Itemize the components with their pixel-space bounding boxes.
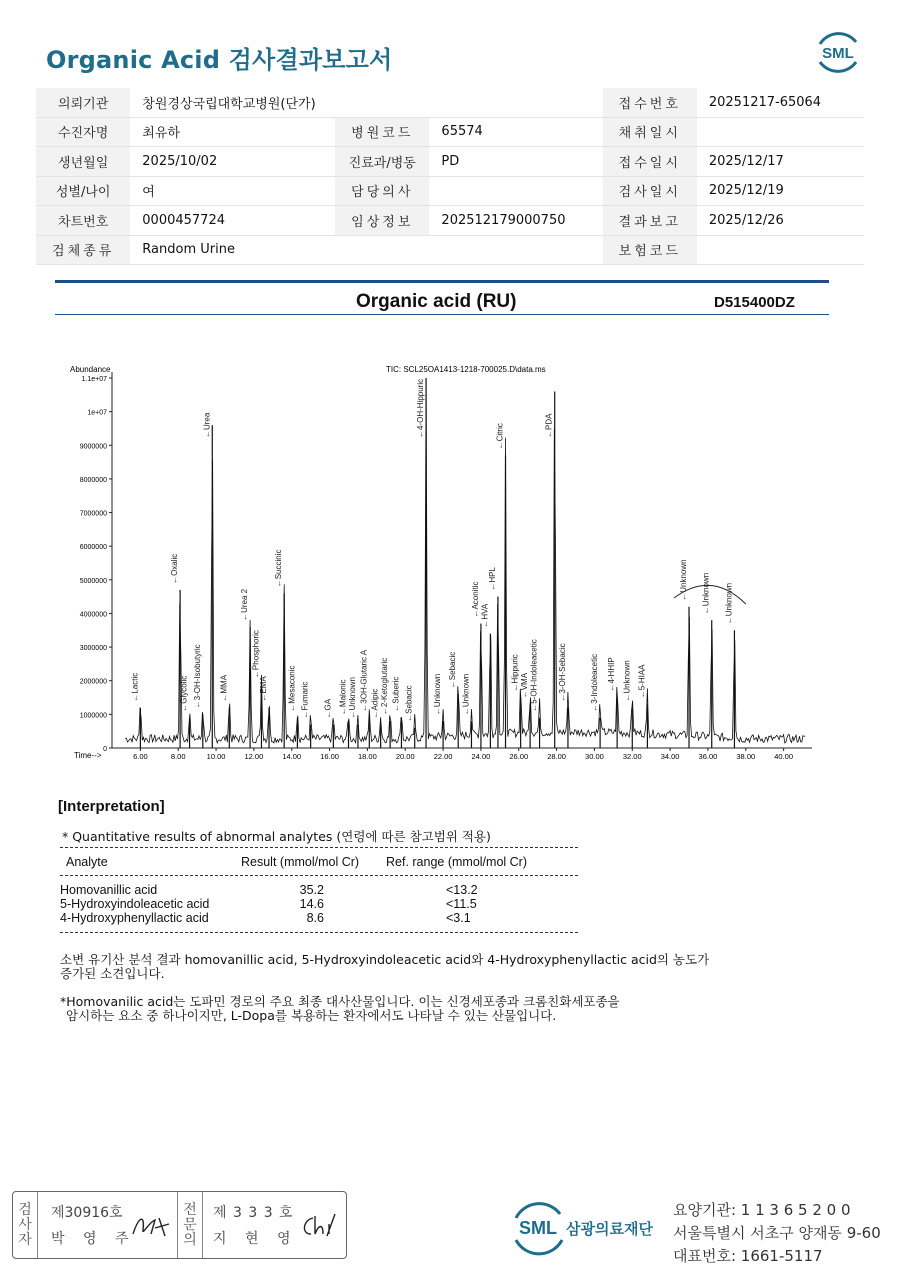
info-label: 수진자명: [36, 117, 130, 147]
care-code: 요양기관: 1 1 3 6 5 2 0 0: [673, 1201, 851, 1219]
peak-label: ←Urea 2: [240, 588, 250, 621]
info-value: 202512179000750: [429, 206, 602, 236]
info-value: 2025/12/26: [697, 206, 864, 236]
x-tick-label: 20.00: [395, 752, 415, 761]
table-divider: [60, 932, 578, 933]
info-value: 2025/12/19: [697, 176, 864, 206]
info-value: 65574: [429, 117, 602, 147]
info-value: 창원경상국립대학교병원(단가): [130, 88, 602, 117]
chromatogram-svg: [56, 360, 816, 768]
y-axis-label: Abundance: [70, 365, 111, 374]
quantitative-note: * Quantitative results of abnormal analytes (연령에 따른 참고범위 적용): [62, 829, 491, 844]
section-code: D515400DZ: [714, 294, 795, 311]
y-tick-label: 8000000: [79, 476, 107, 484]
info-label: 성별/나이: [36, 176, 130, 206]
table-divider: [60, 875, 578, 876]
peak-label: ←5-HIAA: [637, 664, 647, 699]
peak-label: ←Fumaric: [300, 681, 310, 719]
x-tick-label: 30.00: [585, 752, 604, 761]
info-value: PD: [429, 147, 602, 177]
info-value: 0000457724: [130, 206, 335, 236]
info-value: [697, 117, 864, 147]
y-tick-label: 2000000: [79, 678, 107, 686]
y-tick-label: 9000000: [79, 443, 107, 451]
info-label: 결과보고: [603, 206, 697, 236]
peak-label: ←Unknown: [679, 559, 689, 601]
x-tick-label: 24.00: [471, 752, 491, 761]
expert-label: 전문의: [177, 1192, 203, 1258]
peak-label: ←Unknown: [433, 673, 443, 716]
x-tick-label: 8.00: [170, 752, 186, 761]
sml-logo: [812, 26, 864, 78]
info-value: [697, 235, 864, 265]
x-tick-label: 6.00: [133, 752, 148, 761]
x-tick-label: 36.00: [698, 752, 718, 761]
peak-label: ←HPL: [487, 567, 497, 591]
section-rule-top: [55, 280, 829, 283]
y-tick-label: 3000000: [79, 645, 107, 653]
peak-label: ←Mesaconic: [287, 665, 297, 712]
peak-label: ←GA: [323, 698, 333, 719]
expert-license: 제 3 3 3 호: [213, 1205, 294, 1221]
x-tick-label: 14.00: [282, 752, 302, 761]
y-tick-label: 1e+07: [87, 409, 107, 417]
info-row: [36, 206, 864, 236]
peak-label: ←3-OH-Isobutyric: [192, 644, 202, 709]
y-tick-label: 4000000: [79, 611, 107, 619]
result-ref: <3.1: [446, 911, 471, 925]
info-value: 20251217-65064: [697, 88, 864, 117]
org-logo: [510, 1196, 670, 1258]
info-label: 담당의사: [335, 176, 429, 206]
peak-label: ←Malonic: [338, 679, 348, 716]
info-label: 진료과/병동: [335, 147, 429, 177]
result-result: 35.2: [299, 883, 324, 897]
peak-label: ←PDA: [544, 413, 554, 438]
org-logo-text: SML: [519, 1218, 557, 1238]
x-tick-label: 38.00: [736, 752, 756, 761]
info-row: [36, 235, 864, 265]
peak-label: ←Sebacic: [404, 685, 414, 722]
info-value: Random Urine: [130, 235, 602, 265]
summary-line: 소변 유기산 분석 결과 homovanillic acid, 5-Hydroxyindoleacetic acid와 4-Hydroxyphenyllactic acid의 농도가: [60, 952, 710, 967]
inspector-signature-icon: [129, 1210, 179, 1240]
inspector-license: 제30916호: [51, 1205, 123, 1221]
peak-label: ←VMA: [520, 672, 530, 699]
peak-label: ←Suberic: [391, 676, 401, 712]
y-tick-label: 1000000: [79, 712, 107, 720]
chart-title: TIC: SCL25OA1413-1218-700025.D\data.ms: [386, 365, 546, 374]
signature-box: [12, 1191, 347, 1259]
col-analyte: Analyte: [66, 855, 108, 869]
section-title: Organic acid (RU): [356, 291, 517, 312]
x-tick-label: 12.00: [244, 752, 264, 761]
peak-label: ←Citric: [495, 423, 505, 450]
peak-label: ←Urea: [202, 412, 212, 438]
peak-label: ←3OH-Glutaric A: [359, 649, 369, 712]
info-row: [36, 117, 864, 147]
x-tick-label: 40.00: [774, 752, 794, 761]
peak-label: ←4-HHIP: [607, 657, 617, 692]
info-value: [429, 176, 602, 206]
info-label: 접수번호: [603, 88, 697, 117]
x-tick-label: 10.00: [206, 752, 226, 761]
info-value: 2025/10/02: [130, 147, 335, 177]
info-value: 최유하: [130, 117, 335, 147]
chromatogram: [56, 360, 816, 768]
logo-text: SML: [822, 45, 854, 62]
section-rule-bottom: [55, 314, 829, 315]
peak-label: ←Phosphoric: [251, 630, 261, 679]
info-label: 검체종류: [36, 235, 130, 265]
peak-label: ←Hippuric: [510, 654, 520, 692]
result-result: 14.6: [299, 897, 324, 911]
peak-label: ←HVA: [480, 603, 490, 628]
result-analyte: Homovanillic acid: [60, 883, 158, 897]
y-tick-label: 1.1e+07: [81, 376, 107, 383]
table-divider: [60, 847, 578, 848]
info-label: 임상정보: [335, 206, 429, 236]
org-name: 삼광의료재단: [566, 1220, 653, 1238]
x-tick-label: 26.00: [509, 752, 529, 761]
x-tick-label: 34.00: [660, 752, 680, 761]
x-tick-label: 22.00: [433, 752, 453, 761]
peak-label: ←3-Indoleacetic: [590, 653, 600, 712]
info-row: [36, 88, 864, 117]
info-label: 의뢰기관: [36, 88, 130, 117]
result-ref: <13.2: [446, 883, 478, 897]
col-result: Result (mmol/mol Cr): [241, 855, 360, 869]
info-label: 병원코드: [335, 117, 429, 147]
peak-label: ←Unknown: [724, 582, 734, 625]
info-label: 보험코드: [603, 235, 697, 265]
info-label: 생년월일: [36, 147, 130, 177]
info-label: 검사일시: [603, 176, 697, 206]
peak-label: ←Oxalic: [170, 553, 180, 584]
peak-label: ←Unknown: [347, 677, 357, 719]
peak-label: ←Aconitic: [470, 581, 480, 618]
x-axis-label: Time-->: [74, 751, 102, 760]
peak-label: ←Unknown: [461, 673, 471, 716]
peak-label: ←EMA: [259, 676, 269, 702]
x-tick-label: 18.00: [358, 752, 377, 761]
result-analyte: 4-Hydroxyphenyllactic acid: [60, 911, 209, 925]
info-label: 접수일시: [603, 147, 697, 177]
peak-label: ←Adipic: [370, 688, 380, 719]
peak-label: ←Succinic: [274, 549, 284, 588]
y-tick-label: 7000000: [79, 510, 107, 518]
info-label: 채취일시: [603, 117, 697, 147]
org-arc-icon: [516, 1204, 560, 1218]
peak-label: ←3-OH-Sebacic: [557, 643, 567, 702]
peak-label: ←2-Ketoglutaric: [380, 657, 390, 716]
peak-label: ←Unknown: [701, 572, 711, 615]
peak-label: ←Lactic: [130, 672, 140, 702]
patient-info-table: [36, 88, 864, 265]
info-value: 2025/12/17: [697, 147, 864, 177]
peak-label: ←Sebacic: [448, 651, 458, 689]
x-tick-label: 16.00: [320, 752, 339, 761]
result-result: 8.6: [306, 911, 324, 925]
info-value: 여: [130, 176, 335, 206]
peak-label: ←Unknown: [622, 660, 632, 702]
page-title: Organic Acid 검사결과보고서: [46, 46, 393, 74]
result-ref: <11.5: [446, 897, 477, 911]
x-tick-label: 28.00: [547, 752, 566, 761]
info-label: 차트번호: [36, 206, 130, 236]
peak-label: ←5-OH-Indoleacetic: [529, 639, 539, 712]
logo-arc-icon: [820, 34, 856, 44]
peak-label: ←Glycolic: [179, 675, 189, 712]
info-row: [36, 147, 864, 177]
comment-line: *Homovanilic acid는 도파민 경로의 주요 최종 대사산물입니다. 이는 신경세포종과 크롬친화세포종을: [60, 994, 620, 1009]
info-row: [36, 176, 864, 206]
interpretation-heading: [Interpretation]: [58, 798, 165, 815]
y-tick-label: 6000000: [79, 544, 107, 552]
peak-label: ←4-OH-Hippuric: [416, 378, 426, 438]
expert-name: 지 현 영: [213, 1231, 298, 1247]
summary-line: 증가된 소견입니다.: [60, 966, 165, 981]
address: 서울특별시 서초구 양재동 9-60: [673, 1224, 881, 1242]
expert-signature-icon: [297, 1210, 343, 1240]
phone: 대표번호: 1661-5117: [673, 1247, 823, 1265]
result-analyte: 5-Hydroxyindoleacetic acid: [60, 897, 210, 911]
y-tick-label: 0: [103, 746, 107, 753]
inspector-name: 박 영 주: [51, 1231, 136, 1247]
x-tick-label: 32.00: [622, 752, 642, 761]
col-ref: Ref. range (mmol/mol Cr): [386, 855, 527, 869]
inspector-label: 검사자: [13, 1192, 38, 1258]
comment-line: 암시하는 요소 중 하나이지만, L-Dopa를 복용하는 환자에서도 나타날 수 있는 산물입니다.: [66, 1008, 557, 1023]
peak-label: ←MMA: [219, 674, 229, 702]
y-tick-label: 5000000: [79, 577, 107, 585]
